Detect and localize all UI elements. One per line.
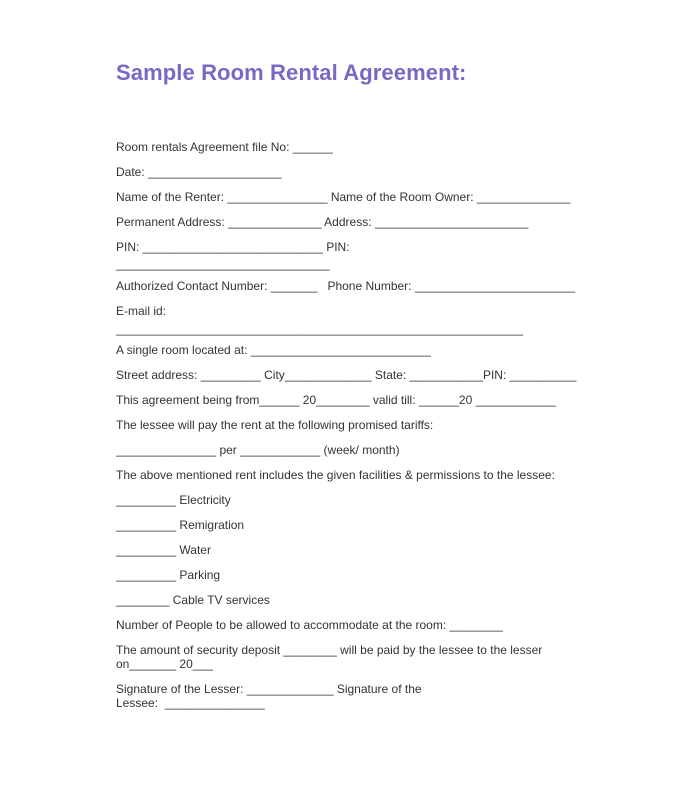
signature-lesser-line: Signature of the Lesser: _____________ Signature of the: [116, 682, 422, 696]
people-allowed-line: Number of People to be allowed to accommodate at the room: ________: [116, 618, 503, 632]
signature-lessee-line: Lessee: _______________: [116, 696, 265, 710]
email-label: E-mail id:: [116, 304, 167, 318]
email-blank-line: _____________________________________________________________: [116, 322, 524, 336]
pin-continuation-line: ________________________________: [116, 257, 330, 271]
contact-number-line: Authorized Contact Number: _______ Phone Number: ________________________: [116, 279, 576, 293]
facility-cable-tv: ________ Cable TV services: [116, 593, 270, 607]
rent-intro-line: The lessee will pay the rent at the following promised tariffs:: [116, 418, 434, 432]
file-number-line: Room rentals Agreement file No: ______: [116, 140, 333, 154]
facility-electricity: _________ Electricity: [116, 493, 231, 507]
facility-water: _________ Water: [116, 543, 211, 557]
facility-parking: _________ Parking: [116, 568, 221, 582]
document-title: Sample Room Rental Agreement:: [116, 60, 467, 85]
security-deposit-date-line: on_______ 20___: [116, 657, 213, 671]
facility-remigration: _________ Remigration: [116, 518, 245, 532]
street-address-line: Street address: _________ City_____________ State: ___________PIN: __________: [116, 368, 577, 382]
agreement-period-line: This agreement being from______ 20________ valid till: ______20 ____________: [116, 393, 556, 407]
facilities-intro-line: The above mentioned rent includes the given facilities & permissions to the lessee:: [116, 468, 555, 482]
date-line: Date: ____________________: [116, 165, 282, 179]
pin-line: PIN: ___________________________ PIN:: [116, 240, 350, 254]
security-deposit-line: The amount of security deposit ________ will be paid by the lessee to the lesser: [116, 643, 543, 657]
room-location-line: A single room located at: ___________________________: [116, 343, 431, 357]
rent-amount-line: _______________ per ____________ (week/ month): [116, 443, 400, 457]
address-line: Permanent Address: ______________ Address: _______________________: [116, 215, 529, 229]
renter-owner-name-line: Name of the Renter: _______________ Name of the Room Owner: ______________: [116, 190, 571, 204]
